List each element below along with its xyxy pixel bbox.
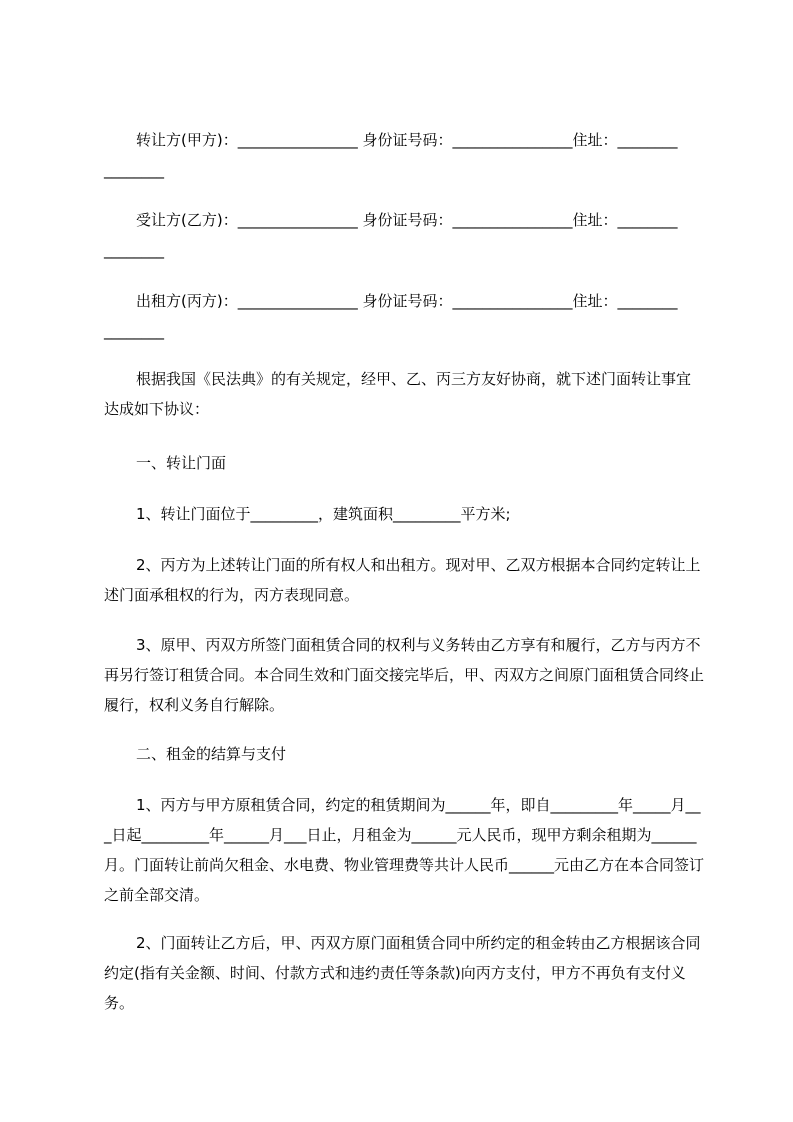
party-a-text: 转让方(甲方)：________________ 身份证号码：________________住址：________ xyxy=(136,131,678,149)
party-c-line xyxy=(104,286,704,346)
intro-paragraph: 根据我国《民法典》的有关规定，经甲、乙、丙三方友好协商，就下述门面转让事宜达成如下协议： xyxy=(104,370,692,418)
section-2-clause-2: 2、门面转让乙方后，甲、丙双方原门面租赁合同中所约定的租金转由乙方根据该合同约定(指有关金额、时间、付款方式和违约责任等条款)向丙方支付，甲方不再负有支付义务。 xyxy=(104,934,701,1012)
section-1-clause-2: 2、丙方为上述转让门面的所有权人和出租方。现对甲、乙双方根据本合同约定转让上述门面承租权的行为，丙方表现同意。 xyxy=(104,556,701,604)
section-2-heading: 二、租金的结算与支付 xyxy=(136,745,287,763)
party-a-continuation: ________ xyxy=(104,161,164,179)
party-b-continuation: ________ xyxy=(104,241,164,259)
section-1-clause-3: 3、原甲、丙双方所签门面租赁合同的权利与义务转由乙方享有和履行，乙方与丙方不再另行签订租赁合同。本合同生效和门面交接完毕后，甲、丙双方之间原门面租赁合同终止履行，权利义务自行解除。 xyxy=(104,636,705,714)
party-b-line xyxy=(104,205,704,265)
party-b-text: 受让方(乙方)：________________ 身份证号码：________________住址：________ xyxy=(136,211,678,229)
section-1-clause-1: 1、转让门面位于_________，建筑面积_________平方米; xyxy=(136,505,511,523)
party-c-continuation: ________ xyxy=(104,322,164,340)
section-1-heading: 一、转让门面 xyxy=(136,454,227,472)
party-a-line xyxy=(104,125,704,185)
party-c-text: 出租方(丙方)：________________ 身份证号码：________________住址：________ xyxy=(136,292,678,310)
section-2-clause-1: 1、丙方与甲方原租赁合同，约定的租赁期间为______年，即自_________年_____月___日起_________年______月___日止，月租金为______元人民币，现甲方剩余租期为______月。门面转让前尚欠租金、水电费、物业管理费等共计人民币______元由乙方在本合同签订之前全部交清。 xyxy=(104,796,705,904)
